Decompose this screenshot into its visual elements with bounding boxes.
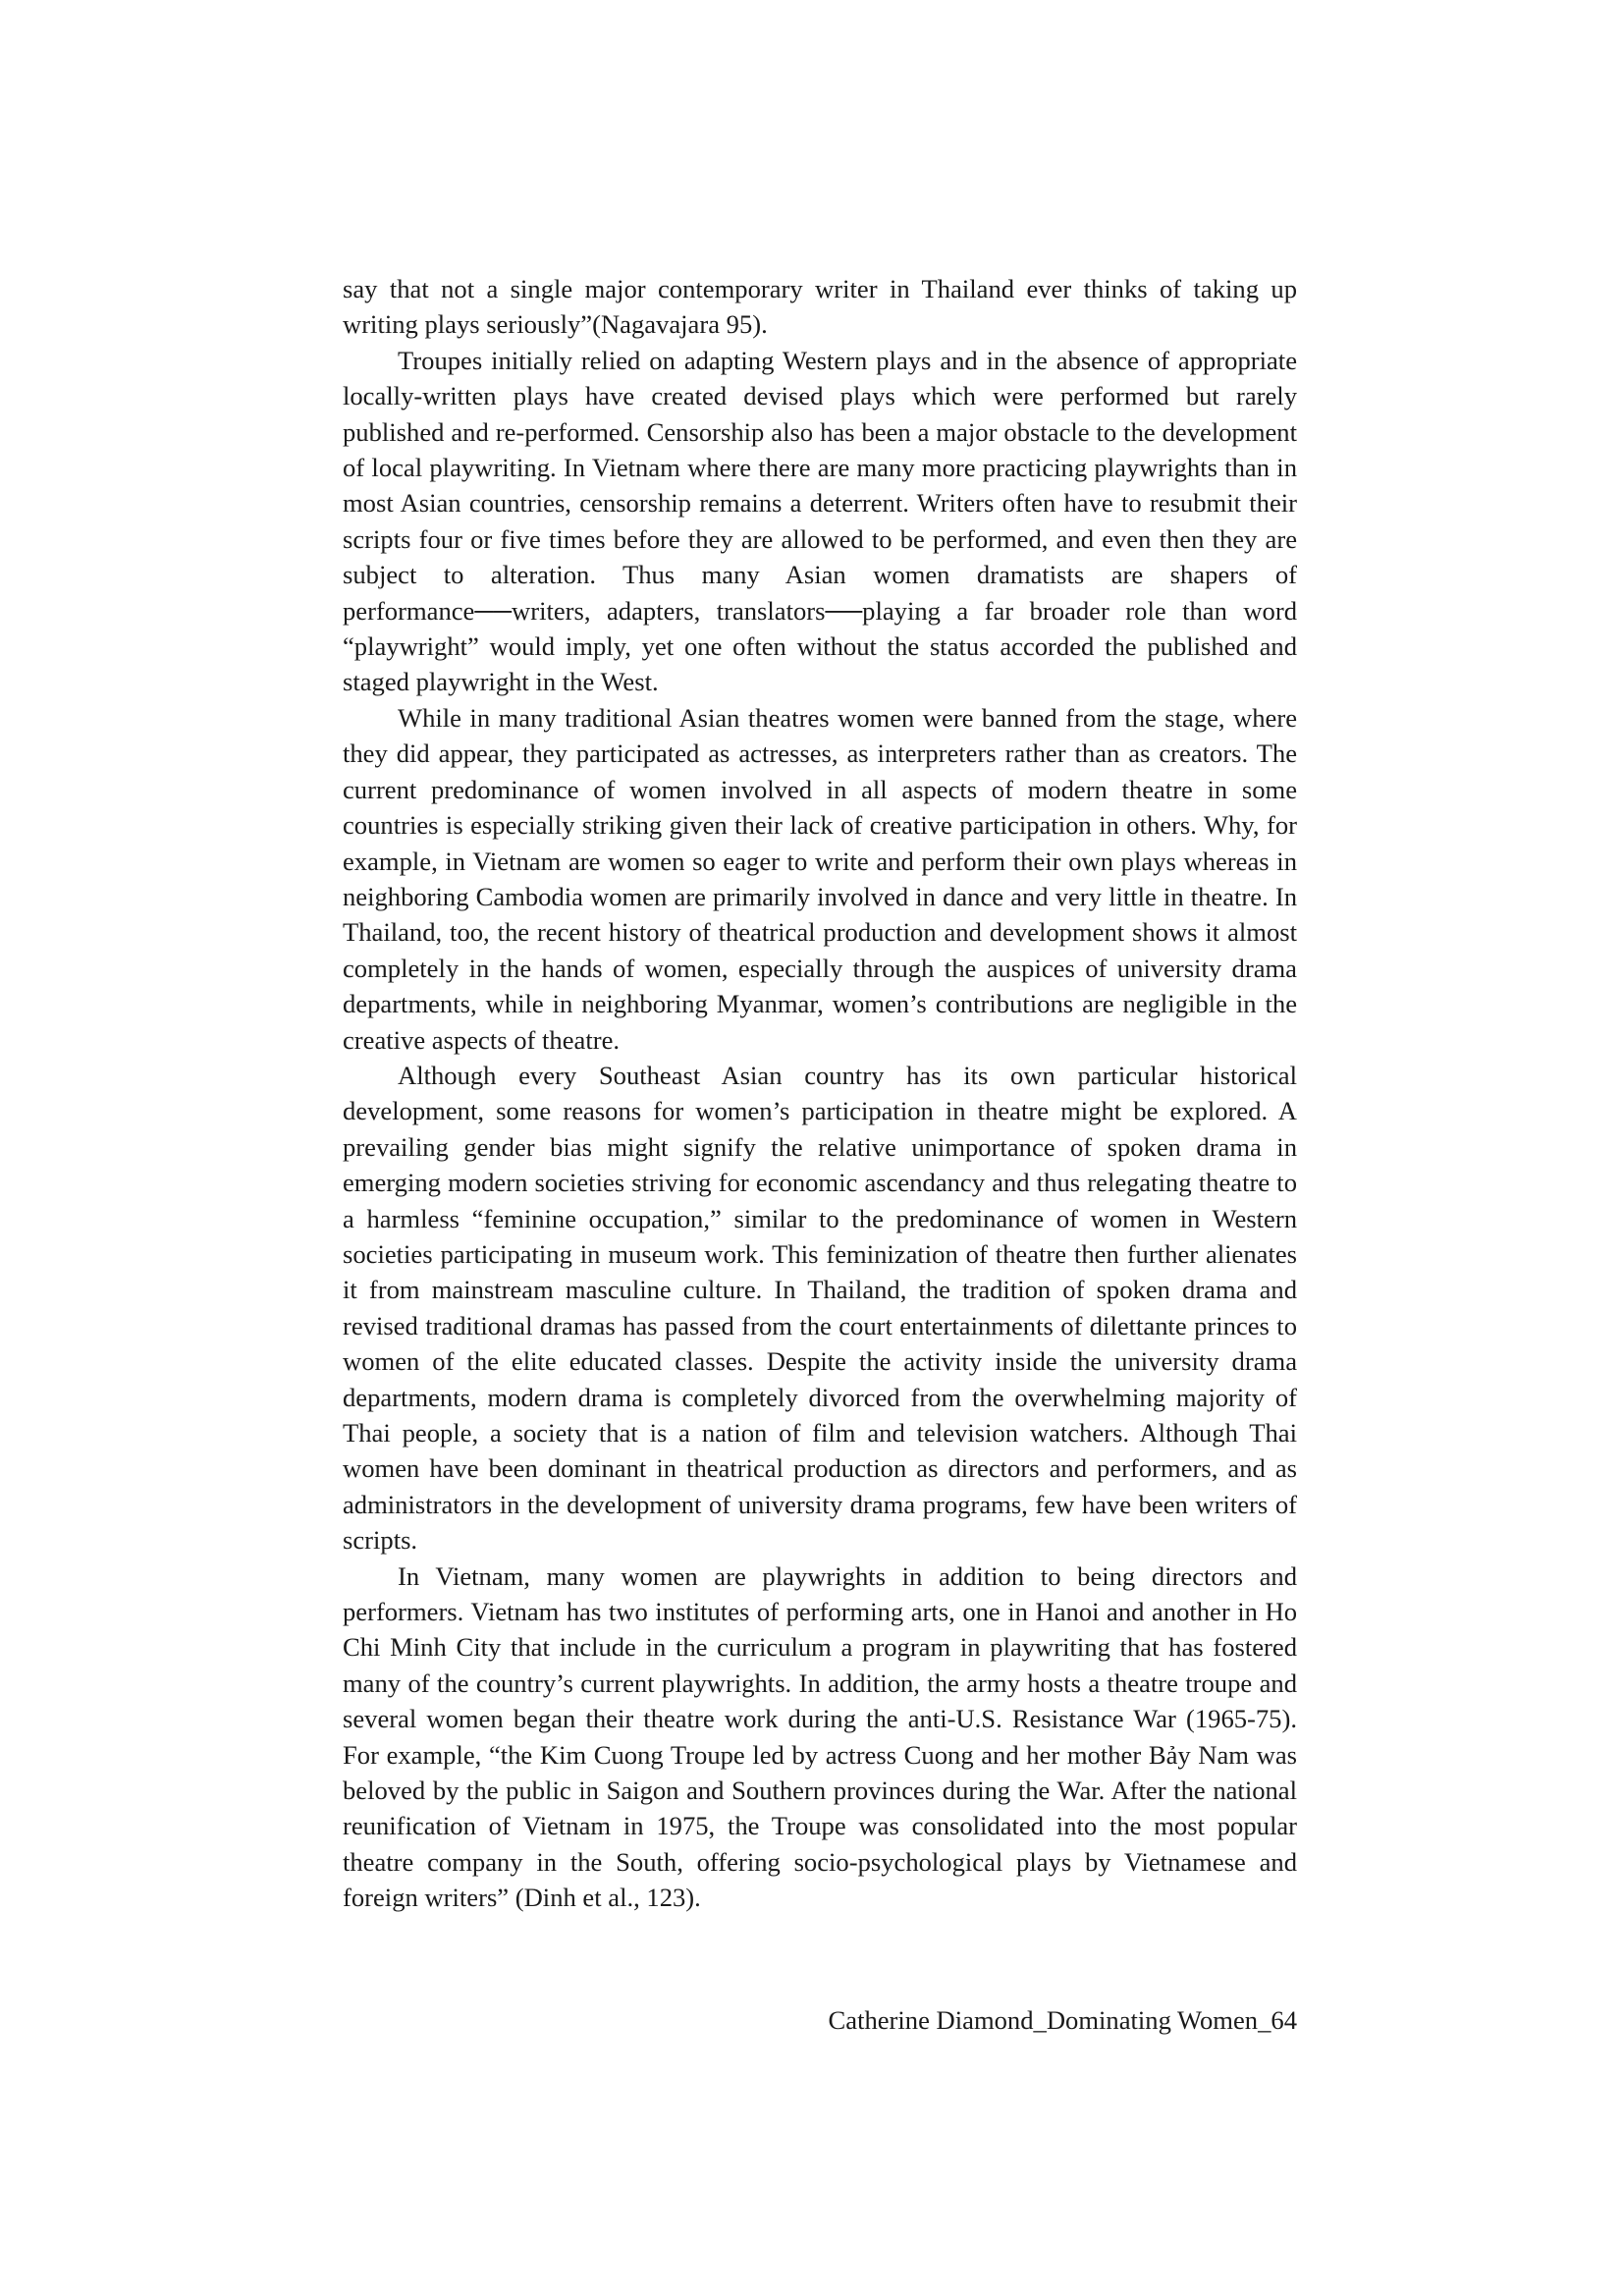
body-text xyxy=(343,271,1297,1916)
running-footer: Catherine Diamond_Dominating Women_64 xyxy=(828,2005,1297,2035)
paragraph-continued: say that not a single major contemporary writer in Thailand ever thinks of taking up writing plays seriously”(Nagavajara 95). xyxy=(343,274,1297,340)
paragraph-traditional-theatres: While in many traditional Asian theatres women were banned from the stage, where they did appear, they participated as actresses, as interpreters rather than as creators. The current predominance of women involved in all aspects of modern theatre in some countries is especially striking given their lack of creative participation in others. Why, for example, in Vietnam are women so eager to write and perform their own plays whereas in neighboring Cambodia women are primarily involved in dance and very little in theatre. In Thailand, too, the recent history of theatrical production and development shows it almost completely in the hands of women, especially through the auspices of university drama departments, while in neighboring Myanmar, women’s contributions are negligible in the creative aspects of theatre. xyxy=(343,702,1297,1055)
paragraph-troupes: Troupes initially relied on adapting Western plays and in the absence of appropriate locally-written plays have created devised plays which were performed but rarely published and re-performed. Censorship also has been a major obstacle to the development of local playwriting. In Vietnam where there are many more practicing playwrights than in most Asian countries, censorship remains a deterrent. Writers often have to resubmit their scripts four or five times before they are allowed to be performed, and even then they are subject to alteration. Thus many Asian women dramatists are shapers of performance──writers, adapters, translators──playing a far broader role than word “playwright” would imply, yet one often without the status accorded the published and staged playwright in the West. xyxy=(343,345,1297,697)
paragraph-southeast-asian: Although every Southeast Asian country has its own particular historical development, some reasons for women’s participation in theatre might be explored. A prevailing gender bias might signify the relative unimportance of spoken drama in emerging modern societies striving for economic ascendancy and thus relegating theatre to a harmless “feminine occupation,” similar to the predominance of women in Western societies participating in museum work. This feminization of theatre then further alienates it from mainstream masculine culture. In Thailand, the tradition of spoken drama and revised traditional dramas has passed from the court entertainments of dilettante princes to women of the elite educated classes. Despite the activity inside the university drama departments, modern drama is completely divorced from the overwhelming majority of Thai people, a society that is a nation of film and television watchers. Although Thai women have been dominant in theatrical production as directors and performers, and as administrators in the development of university drama programs, few have been writers of scripts. xyxy=(343,1060,1297,1556)
paragraph-vietnam: In Vietnam, many women are playwrights in addition to being directors and performers. Vietnam has two institutes of performing arts, one in Hanoi and another in Ho Chi Minh City that include in the curriculum a program in playwriting that has fostered many of the country’s current playwrights. In addition, the army hosts a theatre troupe and several women began their theatre work during the anti-U.S. Resistance War (1965-75). For example, “the Kim Cuong Troupe led by actress Cuong and her mother Bảy Nam was beloved by the public in Saigon and Southern provinces during the War. After the national reunification of Vietnam in 1975, the Troupe was consolidated into the most popular theatre company in the South, offering socio-psychological plays by Vietnamese and foreign writers” (Dinh et al., 123). xyxy=(343,1560,1297,1913)
